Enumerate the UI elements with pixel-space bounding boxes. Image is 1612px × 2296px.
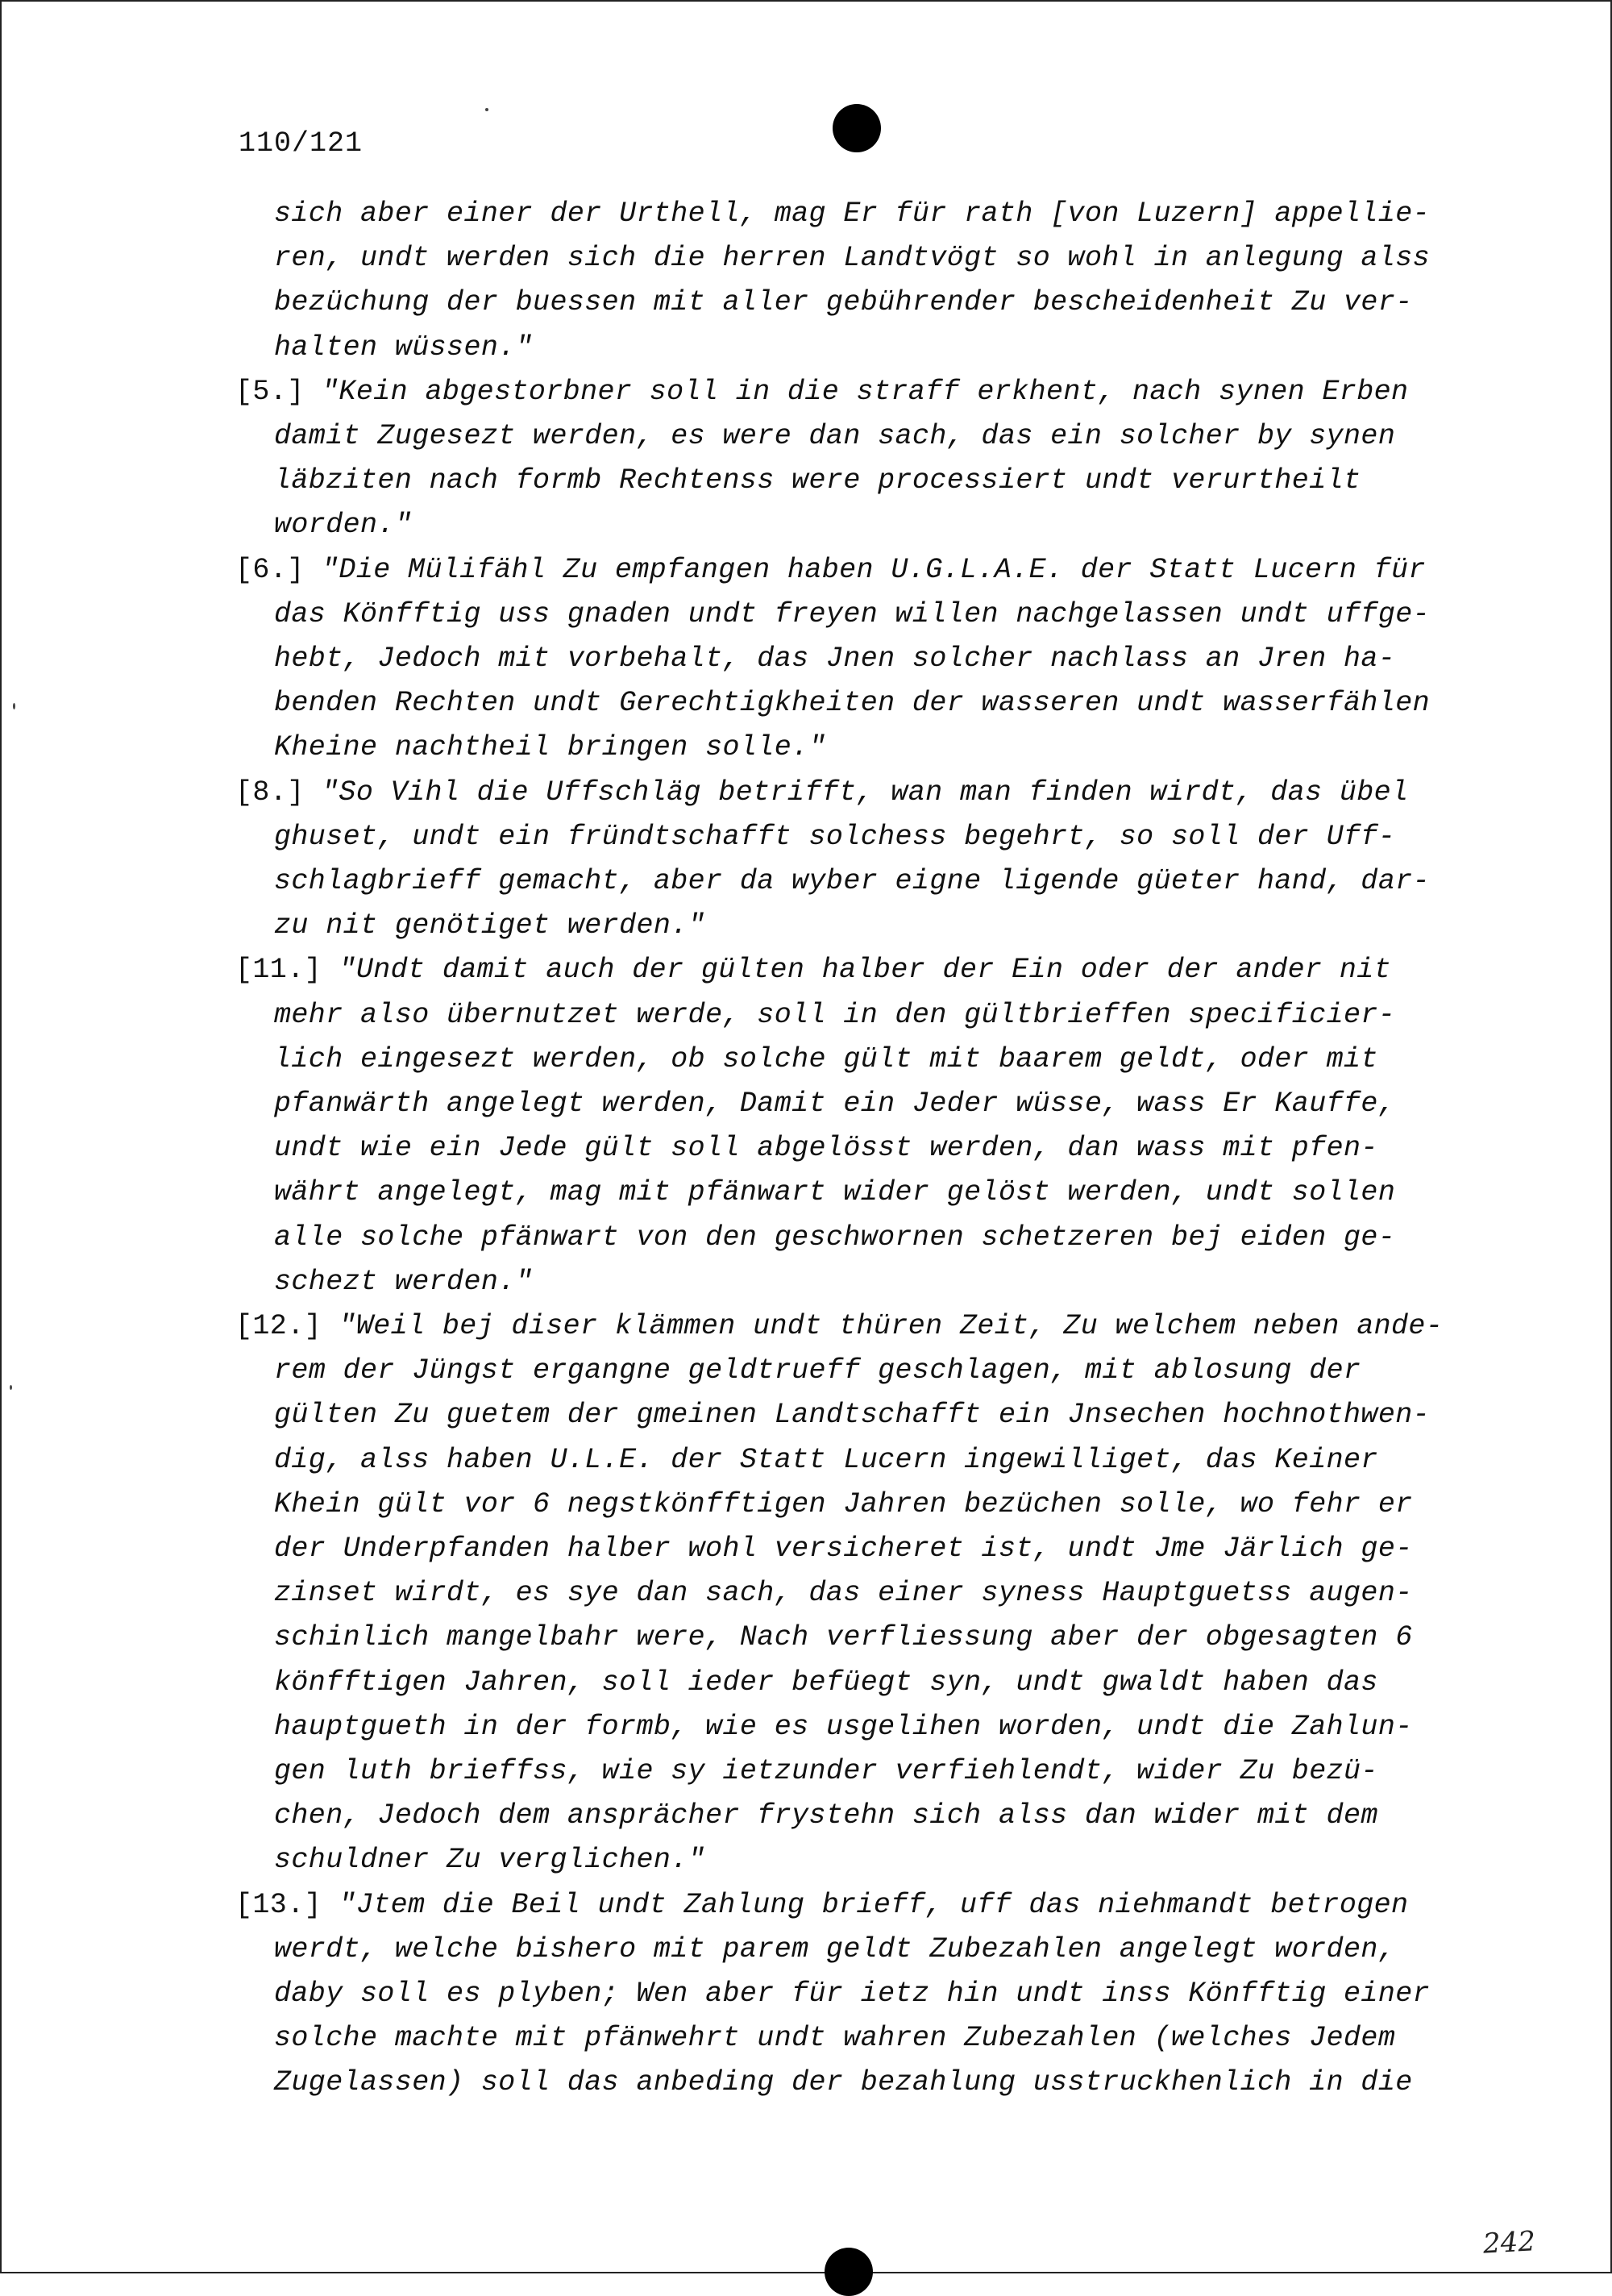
text-line: der Underpfanden halber wohl versicheret ist, undt Jme Järlich ge-: [274, 1533, 1413, 1565]
paragraph-first-line: [235, 954, 1391, 986]
line-text: "So Vihl die Uffschläg betrifft, wan man finden wirdt, das übel: [322, 776, 1409, 809]
text-line: hauptgueth in der formb, wie es usgelihen worden, undt die Zahlun-: [274, 1710, 1413, 1743]
scan-speck: [10, 1385, 12, 1390]
punch-hole-bottom: [825, 2248, 873, 2296]
text-line: läbziten nach formb Rechtenss were processiert undt verurtheilt: [274, 464, 1361, 497]
text-line: mehr also übernutzet werde, soll in den gültbrieffen specificier-: [274, 998, 1396, 1031]
text-line: schuldner Zu verglichen.": [274, 1844, 706, 1877]
text-line: könfftigen Jahren, soll ieder befüegt syn, undt gwaldt haben das: [274, 1666, 1378, 1699]
text-line: alle solche pfänwart von den geschwornen schetzeren bej eiden ge-: [274, 1221, 1396, 1254]
paragraph-first-line: [235, 1310, 1443, 1342]
paragraph-number: [13.]: [235, 1888, 339, 1921]
paragraph-number: [6.]: [235, 553, 322, 586]
text-line: Khein gült vor 6 negstkönfftigen Jahren bezüchen solle, wo fehr er: [274, 1487, 1413, 1520]
paragraph-number: [11.]: [235, 954, 339, 987]
text-line: währt angelegt, mag mit pfänwart wider gelöst werden, undt sollen: [274, 1176, 1396, 1209]
paragraph-first-line: [235, 776, 1408, 809]
line-text: "Weil bej diser klämmen undt thüren Zeit, Zu welchem neben ande-: [339, 1310, 1444, 1342]
text-line: schinlich mangelbahr were, Nach verfliessung aber der obgesagten 6: [274, 1621, 1413, 1654]
text-line: worden.": [274, 509, 413, 542]
text-line: solche machte mit pfänwehrt undt wahren Zubezahlen (welches Jedem: [274, 2022, 1396, 2055]
text-line: zu nit genötiget werden.": [274, 909, 706, 942]
text-line: Kheine nachtheil bringen solle.": [274, 731, 826, 764]
punch-hole-top: [833, 104, 881, 152]
text-line: lich eingesezt werden, ob solche gült mit baarem geldt, oder mit: [274, 1042, 1378, 1075]
text-line: schezt werden.": [274, 1265, 534, 1298]
text-line: gen luth brieffss, wie sy ietzunder verfiehlendt, wider Zu bezü-: [274, 1755, 1378, 1787]
text-line: dig, alss haben U.L.E. der Statt Lucern ingewilliget, das Keiner: [274, 1443, 1378, 1476]
text-line: ren, undt werden sich die herren Landtvögt so wohl in anlegung alss: [274, 242, 1431, 275]
paragraph-first-line: [235, 1889, 1408, 1921]
line-text: "Jtem die Beil undt Zahlung brieff, uff das niehmandt betrogen: [339, 1888, 1409, 1921]
text-line: undt wie ein Jede gült soll abgelösst werden, dan wass mit pfen-: [274, 1132, 1378, 1165]
paragraph-number: [12.]: [235, 1310, 339, 1342]
text-line: ghuset, undt ein fründtschafft solchess begehrt, so soll der Uff-: [274, 820, 1396, 853]
text-line: chen, Jedoch dem ansprächer frystehn sich alss dan wider mit dem: [274, 1799, 1378, 1832]
paragraph-first-line: [235, 376, 1408, 408]
text-line: zinset wirdt, es sye dan sach, das einer syness Hauptguetss augen-: [274, 1577, 1413, 1610]
text-line: damit Zugesezt werden, es were dan sach, das ein solcher by synen: [274, 420, 1396, 452]
text-line: bezüchung der buessen mit aller gebührender bescheidenheit Zu ver-: [274, 286, 1413, 319]
paragraph-number: [5.]: [235, 375, 322, 408]
text-line: schlagbrieff gemacht, aber da wyber eigne ligende güeter hand, dar-: [274, 865, 1431, 897]
text-line: benden Rechten undt Gerechtigkheiten der wasseren undt wasserfählen: [274, 687, 1431, 720]
scan-speck: [485, 108, 488, 111]
text-line: gülten Zu guetem der gmeinen Landtschafft ein Jnsechen hochnothwen-: [274, 1399, 1431, 1432]
text-line: daby soll es plyben; Wen aber für ietz hin undt inss Könfftig einer: [274, 1978, 1431, 2010]
handwritten-page-number: 242: [1481, 2225, 1536, 2261]
text-line: rem der Jüngst ergangne geldtrueff geschlagen, mit ablosung der: [274, 1354, 1361, 1387]
text-line: Zugelassen) soll das anbeding der bezahlung usstruckhenlich in die: [274, 2066, 1413, 2099]
line-text: "Kein abgestorbner soll in die straff erkhent, nach synen Erben: [322, 375, 1409, 408]
line-text: "Die Mülifähl Zu empfangen haben U.G.L.A.E. der Statt Lucern für: [322, 553, 1426, 586]
text-line: das Könfftig uss gnaden undt freyen willen nachgelassen undt uffge-: [274, 597, 1431, 630]
text-line: pfanwärth angelegt werden, Damit ein Jeder wüsse, wass Er Kauffe,: [274, 1088, 1396, 1120]
paragraph-first-line: [235, 554, 1426, 586]
page-number: 110/121: [239, 127, 364, 160]
paragraph-number: [8.]: [235, 776, 322, 809]
text-line: halten wüssen.": [274, 331, 534, 364]
text-line: sich aber einer der Urthell, mag Er für rath [von Luzern] appellie-: [274, 198, 1431, 230]
line-text: "Undt damit auch der gülten halber der Ein oder der ander nit: [339, 954, 1392, 987]
text-line: werdt, welche bishero mit parem geldt Zubezahlen angelegt worden,: [274, 1932, 1396, 1965]
scan-speck: [13, 703, 15, 709]
text-line: hebt, Jedoch mit vorbehalt, das Jnen solcher nachlass an Jren ha-: [274, 643, 1396, 675]
